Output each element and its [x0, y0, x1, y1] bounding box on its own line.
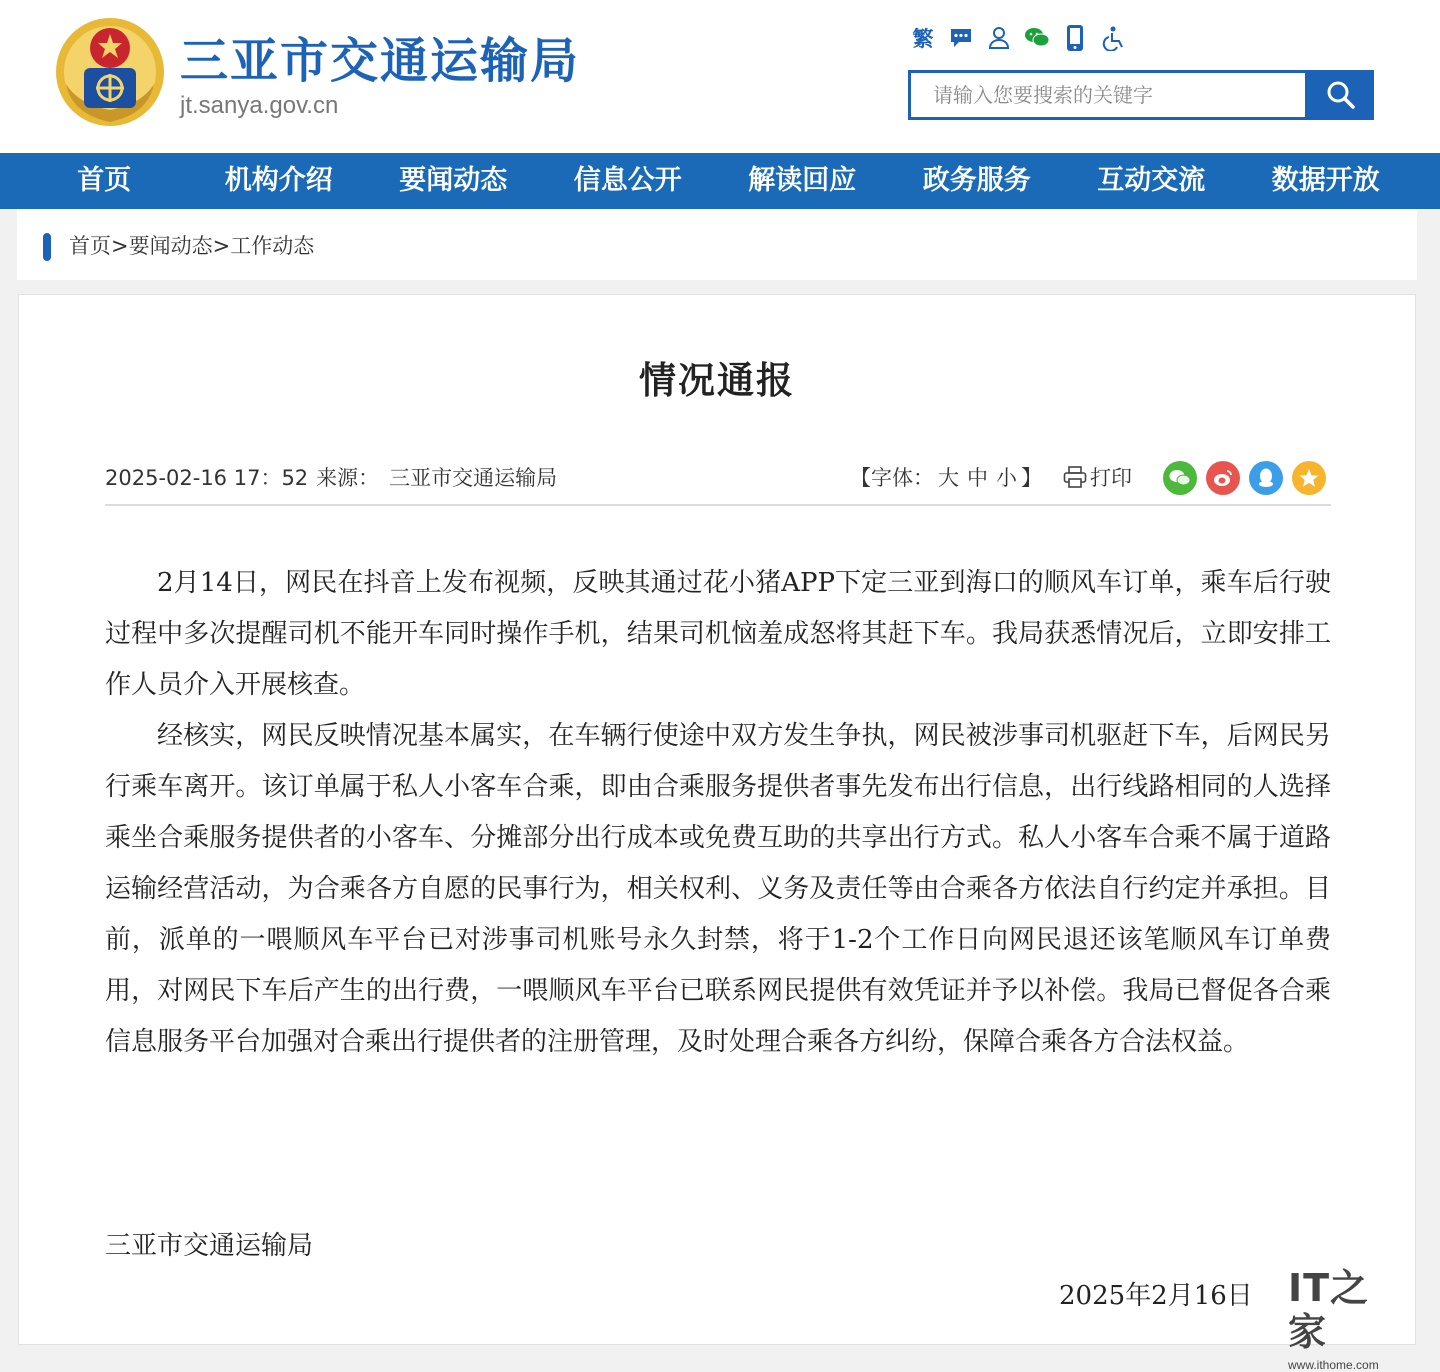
ithome-watermark	[1288, 1266, 1400, 1372]
breadcrumb-separator: >	[212, 234, 231, 258]
share-qq-icon[interactable]	[1249, 461, 1283, 495]
print-label: 打印	[1090, 466, 1132, 490]
nav-item-home[interactable]: 首页	[77, 165, 132, 196]
watermark-url: www.ithome.com	[1288, 1358, 1379, 1372]
main-nav	[0, 153, 1440, 209]
share-qzone-icon[interactable]	[1292, 461, 1326, 495]
nav-item-news[interactable]: 要闻动态	[399, 165, 508, 196]
chat-icon[interactable]	[944, 22, 978, 54]
search-button[interactable]	[1308, 70, 1374, 120]
mobile-icon[interactable]	[1058, 22, 1092, 54]
search-icon	[1325, 79, 1357, 111]
article-body	[105, 558, 1331, 1068]
breadcrumb-marker	[43, 233, 51, 261]
search-box	[908, 70, 1374, 120]
breadcrumb-bar	[17, 209, 1417, 280]
article-title: 情况通报	[639, 359, 795, 402]
breadcrumb-current[interactable]: 工作动态	[230, 234, 315, 258]
nav-item-interaction[interactable]: 互动交流	[1097, 165, 1206, 196]
font-size-medium[interactable]: 中	[967, 466, 988, 490]
user-icon[interactable]	[982, 22, 1016, 54]
top-toolbar	[906, 22, 1134, 54]
breadcrumb	[69, 230, 314, 260]
font-size-close: 】	[1021, 466, 1042, 490]
article-meta	[105, 458, 1331, 506]
search-input[interactable]	[908, 70, 1308, 120]
article-source: 三亚市交通运输局	[389, 466, 558, 490]
nav-item-interpretation[interactable]: 解读回应	[748, 165, 857, 196]
wechat-icon[interactable]	[1020, 22, 1054, 54]
share-weibo-icon[interactable]	[1206, 461, 1240, 495]
article-info	[105, 462, 557, 492]
share-wechat-icon[interactable]	[1163, 461, 1197, 495]
font-size-label: 【字体：	[850, 466, 934, 490]
nav-item-open-data[interactable]: 数据开放	[1271, 165, 1380, 196]
font-size-large[interactable]: 大	[938, 466, 959, 490]
source-label: 来源：	[316, 466, 380, 490]
emblem-logo[interactable]	[52, 14, 168, 130]
article-paragraph: 2月14日，网民在抖音上发布视频，反映其通过花小猪APP下定三亚到海口的顺风车订单，乘车后行驶过程中多次提醒司机不能开车同时操作手机，结果司机恼羞成怒将其赶下车。我局获悉情况后，立即安排工作人员介入开展核查。	[105, 568, 1331, 700]
site-domain: jt.sanya.gov.cn	[180, 92, 339, 119]
print-icon	[1063, 466, 1087, 488]
signature-org: 三亚市交通运输局	[105, 1231, 314, 1261]
nav-item-disclosure[interactable]: 信息公开	[573, 165, 682, 196]
signature-date: 2025年2月16日	[1059, 1281, 1253, 1311]
accessibility-icon[interactable]	[1096, 22, 1130, 54]
watermark-logo: IT之家	[1288, 1266, 1370, 1354]
breadcrumb-news[interactable]: 要闻动态	[128, 234, 213, 258]
breadcrumb-home[interactable]: 首页	[69, 234, 111, 258]
traditional-chinese-toggle[interactable]: 繁	[912, 27, 934, 51]
print-button[interactable]	[1063, 462, 1132, 492]
nav-item-services[interactable]: 政务服务	[922, 165, 1031, 196]
article-datetime: 2025-02-16 17：52	[105, 466, 309, 490]
article-panel	[18, 294, 1416, 1345]
nav-item-organization[interactable]: 机构介绍	[224, 165, 333, 196]
site-header	[0, 0, 1440, 153]
breadcrumb-separator: >	[111, 234, 129, 258]
article-paragraph: 经核实，网民反映情况基本属实，在车辆行使途中双方发生争执，网民被涉事司机驱赶下车，后网民另行乘车离开。该订单属于私人小客车合乘，即由合乘服务提供者事先发布出行信息，出行线路相同的人选择乘坐合乘服务提供者的小客车、分摊部分出行成本或免费互助的共享出行方式。私人小客车合乘不属于道路运输经营活动，为合乘各方自愿的民事行为，相关权利、义务及责任等由合乘各方依法自行约定并承担。目前，派单的一喂顺风车平台已对涉事司机账号永久封禁，将于1-2个工作日向网民退还该笔顺风车订单费用，对网民下车后产生的出行费，一喂顺风车平台已联系网民提供有效凭证并予以补偿。我局已督促各合乘信息服务平台加强对合乘出行提供者的注册管理，及时处理合乘各方纠纷，保障合乘各方合法权益。	[105, 721, 1331, 1057]
site-title[interactable]: 三亚市交通运输局	[180, 33, 581, 89]
font-size-control	[850, 462, 1042, 492]
share-bar	[1163, 461, 1335, 495]
font-size-small[interactable]: 小	[996, 466, 1017, 490]
